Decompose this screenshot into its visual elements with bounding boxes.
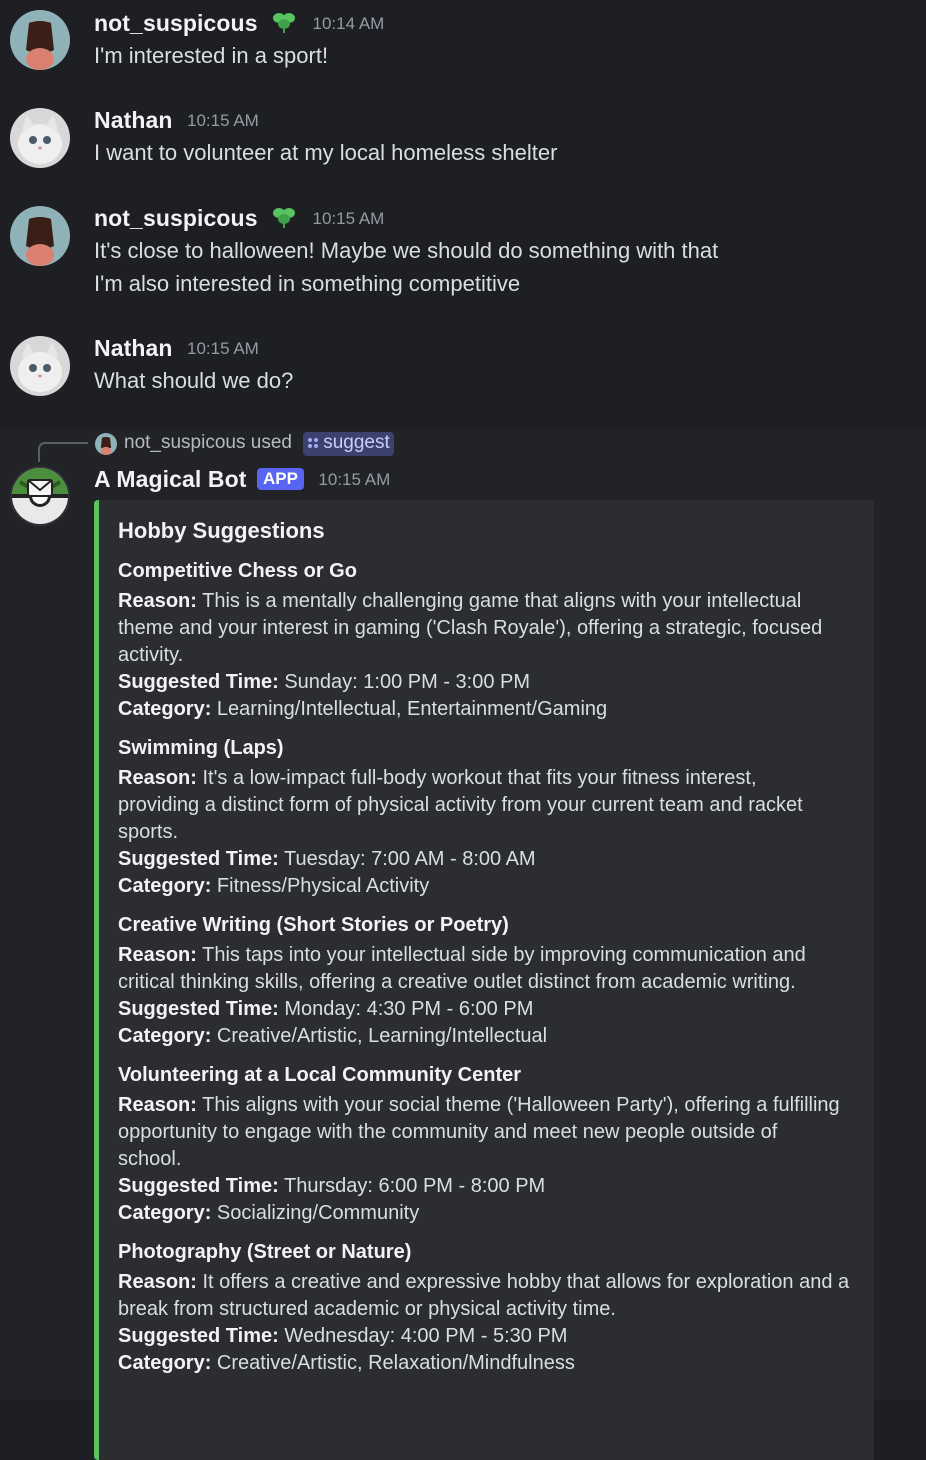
embed-field — [118, 558, 855, 723]
avatar[interactable] — [10, 108, 70, 168]
suggested-time-label: Suggested Time: — [118, 848, 279, 870]
field-reason-line — [118, 792, 855, 819]
category-label: Category: — [118, 1352, 212, 1374]
field-reason-line — [118, 1296, 855, 1323]
field-suggested-time-line — [118, 1323, 855, 1350]
category-value: Socializing/Community — [216, 1202, 420, 1224]
reason-label: Reason: — [118, 767, 197, 789]
field-reason-line — [118, 1269, 855, 1296]
reply-connector — [38, 442, 88, 462]
avatar-image-icon — [10, 10, 70, 70]
category-label: Category: — [118, 698, 212, 720]
avatar[interactable] — [10, 336, 70, 396]
field-suggested-time-line — [118, 669, 855, 696]
category-label: Category: — [118, 875, 212, 897]
pokeball-avatar-icon — [10, 466, 70, 526]
avatar-image-icon — [10, 206, 70, 266]
avatar-image-icon — [95, 433, 117, 455]
interaction-info — [124, 432, 394, 456]
field-reason-line — [118, 765, 855, 792]
reason-text: school. — [118, 1148, 182, 1170]
reason-text: opportunity to engage with the community and meet new people outside of — [118, 1121, 778, 1143]
suggested-time-label: Suggested Time: — [118, 1175, 279, 1197]
suggested-time-value: Sunday: 1:00 PM - 3:00 PM — [284, 671, 531, 693]
field-name: Creative Writing (Short Stories or Poetry) — [118, 914, 509, 936]
message-text: It's close to halloween! Maybe we should do something with that — [94, 238, 719, 263]
field-reason-line — [118, 1092, 855, 1119]
reason-text: critical thinking skills, offering a creative outlet distinct from academic writing. — [118, 971, 796, 993]
timestamp: 10:14 AM — [312, 14, 385, 33]
category-label: Category: — [118, 1202, 212, 1224]
category-label: Category: — [118, 1025, 212, 1047]
reason-text: activity. — [118, 644, 184, 666]
field-suggested-time-line — [118, 846, 855, 873]
reason-label: Reason: — [118, 944, 197, 966]
reason-text: theme and your interest in gaming ('Clash Royale'), offering a strategic, focused — [118, 617, 823, 639]
cat-avatar-icon — [10, 108, 70, 168]
embed-field — [118, 912, 855, 1050]
reason-text: This taps into your intellectual side by improving communication and — [202, 944, 806, 966]
interaction-username[interactable]: not_suspicous — [124, 432, 246, 453]
username[interactable]: not_suspicous — [94, 205, 258, 231]
timestamp: 10:15 AM — [312, 209, 385, 228]
embed-field — [118, 1062, 855, 1227]
field-reason-line — [118, 615, 855, 642]
field-name: Competitive Chess or Go — [118, 560, 357, 582]
category-value: Fitness/Physical Activity — [216, 875, 430, 897]
timestamp: 10:15 AM — [187, 339, 259, 358]
interaction-used-text: used — [250, 432, 292, 453]
app-badge: APP — [257, 468, 304, 490]
bot-avatar[interactable] — [10, 466, 70, 526]
reason-text: It offers a creative and expressive hobby that allows for exploration and a — [202, 1271, 850, 1293]
field-reason-line — [118, 942, 855, 969]
field-category-line — [118, 1200, 855, 1227]
timestamp: 10:15 AM — [318, 470, 391, 489]
field-name: Photography (Street or Nature) — [118, 1241, 412, 1263]
avatar[interactable] — [10, 10, 70, 70]
field-name: Volunteering at a Local Community Center — [118, 1064, 522, 1086]
field-category-line — [118, 873, 855, 900]
reason-label: Reason: — [118, 590, 197, 612]
reason-label: Reason: — [118, 1094, 197, 1116]
interaction-user-avatar[interactable] — [95, 433, 117, 455]
field-reason-line — [118, 1119, 855, 1146]
suggested-time-label: Suggested Time: — [118, 671, 279, 693]
category-value: Learning/Intellectual, Entertainment/Gaming — [216, 698, 608, 720]
message-text: I want to volunteer at my local homeless shelter — [94, 140, 558, 165]
suggested-time-value: Wednesday: 4:00 PM - 5:30 PM — [284, 1325, 568, 1347]
timestamp: 10:15 AM — [187, 111, 259, 130]
embed-card — [94, 500, 874, 1460]
username[interactable]: not_suspicous — [94, 10, 258, 36]
username[interactable]: Nathan — [94, 335, 173, 361]
suggested-time-value: Tuesday: 7:00 AM - 8:00 AM — [283, 848, 536, 870]
username[interactable]: Nathan — [94, 107, 173, 133]
field-reason-line — [118, 642, 855, 669]
reason-text: break from structured academic or physical activity time. — [118, 1298, 616, 1320]
message-text: I'm interested in a sport! — [94, 43, 329, 68]
reason-text: It's a low-impact full-body workout that fits your fitness interest, — [202, 767, 757, 789]
field-category-line — [118, 1350, 855, 1377]
message-text: I'm also interested in something competitive — [94, 271, 521, 296]
field-suggested-time-line — [118, 996, 855, 1023]
suggested-time-value: Thursday: 6:00 PM - 8:00 PM — [283, 1175, 546, 1197]
category-value: Creative/Artistic, Relaxation/Mindfulness — [216, 1352, 575, 1374]
command-name: suggest — [323, 432, 390, 453]
embed-field — [118, 1239, 855, 1377]
reason-text: This is a mentally challenging game that aligns with your intellectual — [202, 590, 802, 612]
message-text: What should we do? — [94, 368, 294, 393]
field-reason-line — [118, 588, 855, 615]
slash-command[interactable] — [303, 432, 394, 456]
field-reason-line — [118, 969, 855, 996]
cat-avatar-icon — [10, 336, 70, 396]
clover-badge-icon[interactable] — [270, 205, 298, 234]
embed-field — [118, 735, 855, 900]
field-category-line — [118, 696, 855, 723]
suggested-time-label: Suggested Time: — [118, 1325, 279, 1347]
field-reason-line — [118, 819, 855, 846]
reason-text: providing a distinct form of physical activity from your current team and racket — [118, 794, 803, 816]
suggested-time-value: Monday: 4:30 PM - 6:00 PM — [284, 998, 534, 1020]
reason-text: sports. — [118, 821, 179, 843]
command-grid-icon — [307, 433, 319, 455]
field-suggested-time-line — [118, 1173, 855, 1200]
suggested-time-label: Suggested Time: — [118, 998, 279, 1020]
field-name: Swimming (Laps) — [118, 737, 284, 759]
clover-badge-icon[interactable] — [270, 10, 298, 39]
field-reason-line — [118, 1146, 855, 1173]
reason-label: Reason: — [118, 1271, 197, 1293]
avatar[interactable] — [10, 206, 70, 266]
category-value: Creative/Artistic, Learning/Intellectual — [216, 1025, 548, 1047]
bot-name[interactable]: A Magical Bot — [94, 466, 247, 492]
field-category-line — [118, 1023, 855, 1050]
reason-text: This aligns with your social theme ('Halloween Party'), offering a fulfilling — [202, 1094, 840, 1116]
embed-title: Hobby Suggestions — [118, 518, 325, 543]
